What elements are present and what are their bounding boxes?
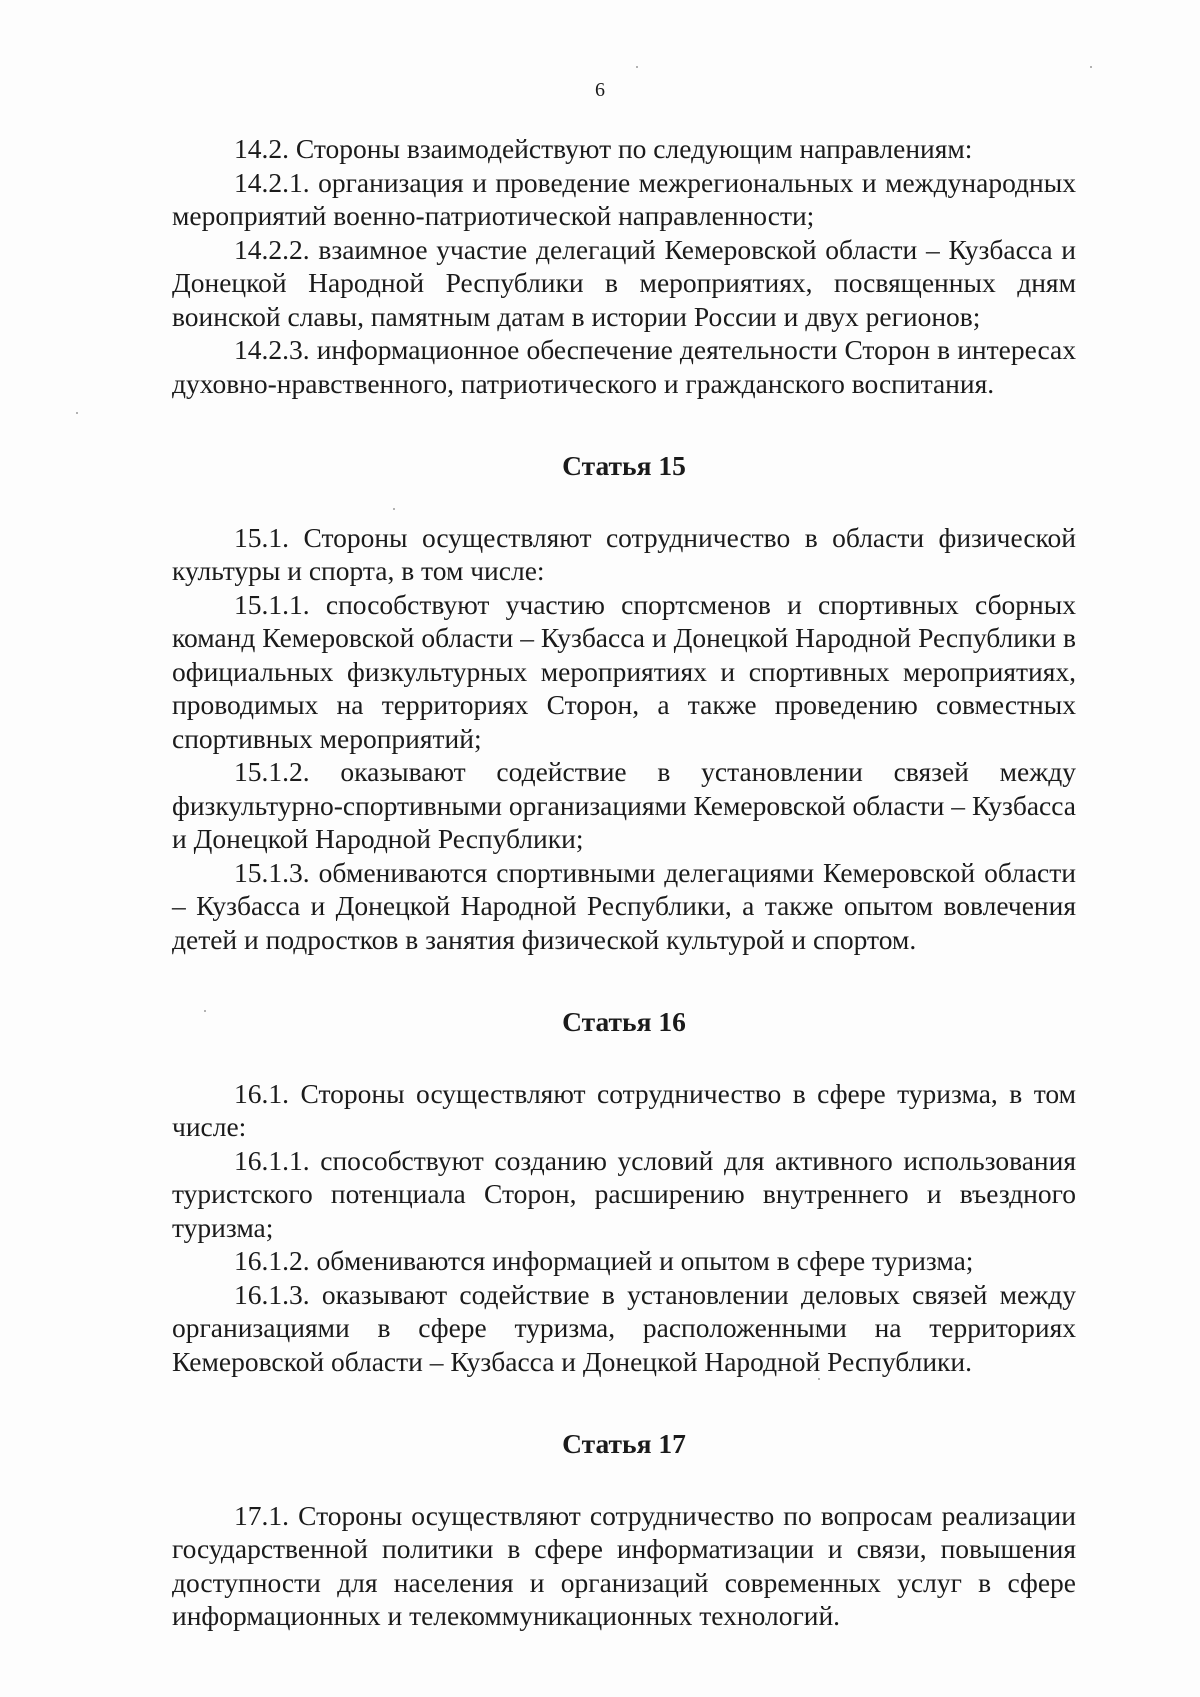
paragraph-17-1: 17.1. Стороны осуществляют сотрудничество по вопросам реализации государственной политики в сфере информатизации и связи, повышения доступности для населения и организаций современных услуг в сфере информационных и телекоммуникационных технологий. xyxy=(172,1499,1076,1631)
article-17-section xyxy=(172,1427,1076,1633)
article-16-section xyxy=(172,1005,1076,1378)
paragraph-16-1-2: 16.1.2. обмениваются информацией и опытом в сфере туризма; xyxy=(234,1245,974,1276)
scan-speck xyxy=(1090,66,1092,68)
paragraph-15-1: 15.1. Стороны осуществляют сотрудничество в области физической культуры и спорта, в том числе: xyxy=(172,521,1076,586)
article-16-heading: Статья 16 xyxy=(562,1006,686,1037)
scan-speck xyxy=(393,508,395,510)
scan-speck xyxy=(76,412,78,414)
paragraph-15-1-1: 15.1.1. способствуют участию спортсменов и спортивных сборных команд Кемеровской области – Кузбасса и Донецкой Народной Республики в официальных физкультурных мероприятиях и спортивных мероприятиях, проводимых на территориях Сторон, а также проведению совместных спортивных мероприятий; xyxy=(172,588,1076,754)
scan-speck xyxy=(636,66,638,68)
scan-speck xyxy=(204,1010,206,1012)
scan-speck xyxy=(818,1378,820,1380)
article-15-section xyxy=(172,449,1076,956)
paragraph-14-2-3: 14.2.3. информационное обеспечение деятельности Сторон в интересах духовно-нравственного, патриотического и гражданского воспитания. xyxy=(172,334,1076,399)
paragraph-16-1-3: 16.1.3. оказывают содействие в установлении деловых связей между организациями в сфере туризма, расположенными на территориях Кемеровской области – Кузбасса и Донецкой Народной Республики. xyxy=(172,1278,1076,1377)
spacer xyxy=(172,483,1076,521)
paragraph-14-2-1: 14.2.1. организация и проведение межрегиональных и международных мероприятий военно-патриотической направленности; xyxy=(172,166,1076,231)
paragraph-16-1: 16.1. Стороны осуществляют сотрудничество в сфере туризма, в том числе: xyxy=(172,1077,1076,1142)
spacer xyxy=(172,1039,1076,1077)
spacer xyxy=(172,1461,1076,1499)
spacer xyxy=(172,400,1076,449)
paragraph-14-2-2: 14.2.2. взаимное участие делегаций Кемеровской области – Кузбасса и Донецкой Народной Республики в мероприятиях, посвященных дням воинской славы, памятным датам в истории России и двух регионов; xyxy=(172,233,1076,332)
spacer xyxy=(172,956,1076,1005)
paragraph-15-1-2: 15.1.2. оказывают содействие в установлении связей между физкультурно-спортивными организациями Кемеровской области – Кузбасса и Донецкой Народной Республики; xyxy=(172,756,1076,854)
document-body xyxy=(172,132,1076,1633)
article-15-heading: Статья 15 xyxy=(562,450,686,481)
paragraph-15-1-3: 15.1.3. обмениваются спортивными делегациями Кемеровской области – Кузбасса и Донецкой Народной Республики, а также опытом вовлечения детей и подростков в занятия физической культурой и спортом. xyxy=(172,856,1076,955)
article-14-section xyxy=(172,132,1076,400)
paragraph-14-2: 14.2. Стороны взаимодействуют по следующим направлениям: xyxy=(234,133,973,164)
spacer xyxy=(172,1378,1076,1427)
page-number: 6 xyxy=(595,79,605,101)
article-17-heading: Статья 17 xyxy=(562,1428,686,1459)
paragraph-16-1-1: 16.1.1. способствуют созданию условий для активного использования туристского потенциала Сторон, расширению внутреннего и въездного туризма; xyxy=(172,1144,1076,1243)
